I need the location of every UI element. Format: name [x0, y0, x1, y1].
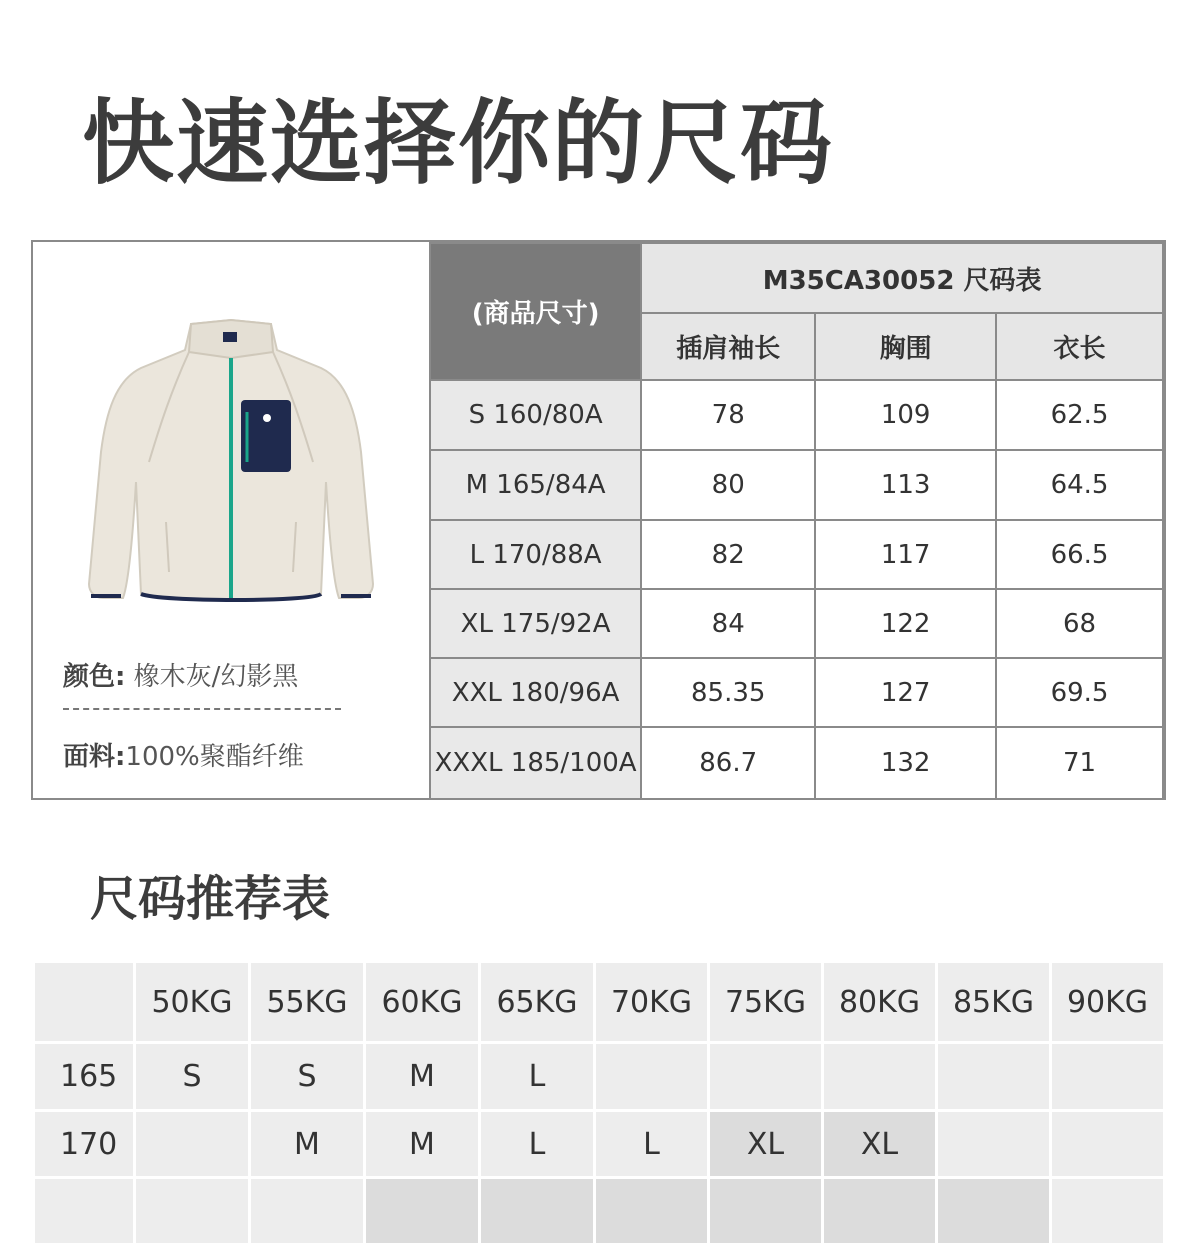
size-cell	[710, 1179, 821, 1243]
height-label	[35, 1179, 133, 1243]
table-cell: 68	[996, 589, 1163, 658]
table-cell: 113	[815, 450, 996, 520]
size-cell	[1052, 1112, 1163, 1176]
size-cell	[136, 1112, 248, 1176]
color-value: 橡木灰/幻影黑	[133, 662, 299, 692]
weight-header: 75KG	[710, 963, 821, 1041]
size-cell: M	[251, 1112, 363, 1176]
table-cell: 132	[815, 727, 996, 799]
size-label: XXL 180/96A	[430, 658, 641, 727]
size-cell	[251, 1179, 363, 1243]
size-cell	[938, 1044, 1049, 1109]
size-label: XXXL 185/100A	[430, 727, 641, 799]
table-cell: 66.5	[996, 520, 1163, 589]
column-header: 插肩袖长	[641, 313, 815, 380]
size-cell	[1052, 1179, 1163, 1243]
table-cell: 109	[815, 380, 996, 450]
product-size-header: (商品尺寸)	[430, 243, 641, 380]
size-label: M 165/84A	[430, 450, 641, 520]
weight-header: 70KG	[596, 963, 707, 1041]
table-cell: 78	[641, 380, 815, 450]
table-cell: 62.5	[996, 380, 1163, 450]
size-cell	[136, 1179, 248, 1243]
page-title: 快速选择你的尺码	[82, 90, 835, 197]
size-cell	[938, 1112, 1049, 1176]
table-cell: 80	[641, 450, 815, 520]
size-label: XL 175/92A	[430, 589, 641, 658]
weight-header: 85KG	[938, 963, 1049, 1041]
corner-cell	[35, 963, 133, 1041]
height-label: 170	[35, 1112, 133, 1176]
table-row	[35, 1112, 1163, 1176]
size-table	[429, 242, 1164, 800]
size-cell	[596, 1179, 707, 1243]
size-cell	[824, 1044, 935, 1109]
column-header: 衣长	[996, 313, 1163, 380]
weight-header: 55KG	[251, 963, 363, 1041]
table-cell: 117	[815, 520, 996, 589]
size-cell: L	[481, 1112, 593, 1176]
size-cell: M	[366, 1044, 478, 1109]
weight-header: 90KG	[1052, 963, 1163, 1041]
size-cell: XL	[710, 1112, 821, 1176]
recommend-title: 尺码推荐表	[90, 871, 331, 927]
size-cell: L	[596, 1112, 707, 1176]
table-cell: 85.35	[641, 658, 815, 727]
divider	[63, 708, 341, 710]
table-row	[430, 520, 1163, 589]
table-row	[430, 450, 1163, 520]
fabric-value: 100%聚酯纤维	[125, 742, 304, 772]
table-cell: 82	[641, 520, 815, 589]
jacket-illustration-icon	[71, 302, 391, 612]
size-cell	[938, 1179, 1049, 1243]
product-info	[33, 242, 428, 798]
height-label: 165	[35, 1044, 133, 1109]
size-cell	[366, 1179, 478, 1243]
recommend-table	[32, 960, 1166, 1246]
color-info	[63, 656, 298, 693]
size-label: L 170/88A	[430, 520, 641, 589]
table-cell: 71	[996, 727, 1163, 799]
table-cell: 122	[815, 589, 996, 658]
weight-header: 50KG	[136, 963, 248, 1041]
table-row	[430, 380, 1163, 450]
table-row	[430, 727, 1163, 799]
size-cell: L	[481, 1044, 593, 1109]
size-cell: S	[251, 1044, 363, 1109]
table-cell: 64.5	[996, 450, 1163, 520]
fabric-label: 面料:	[63, 742, 126, 772]
table-row	[35, 1044, 1163, 1109]
size-cell	[824, 1179, 935, 1243]
size-cell: XL	[824, 1112, 935, 1176]
size-cell: M	[366, 1112, 478, 1176]
table-row	[35, 1179, 1163, 1243]
table-row	[430, 658, 1163, 727]
size-label: S 160/80A	[430, 380, 641, 450]
table-cell: 69.5	[996, 658, 1163, 727]
table-cell: 84	[641, 589, 815, 658]
weight-header-row	[35, 963, 1163, 1041]
size-cell: S	[136, 1044, 248, 1109]
weight-header: 80KG	[824, 963, 935, 1041]
table-cell: 127	[815, 658, 996, 727]
fabric-info	[63, 736, 304, 773]
size-chart-panel	[31, 240, 1166, 800]
size-cell	[710, 1044, 821, 1109]
size-cell	[1052, 1044, 1163, 1109]
size-cell	[596, 1044, 707, 1109]
color-label: 颜色:	[63, 662, 126, 692]
table-cell: 86.7	[641, 727, 815, 799]
weight-header: 65KG	[481, 963, 593, 1041]
table-row	[430, 589, 1163, 658]
size-cell	[481, 1179, 593, 1243]
chart-title: M35CA30052 尺码表	[641, 243, 1163, 313]
column-header: 胸围	[815, 313, 996, 380]
weight-header: 60KG	[366, 963, 478, 1041]
